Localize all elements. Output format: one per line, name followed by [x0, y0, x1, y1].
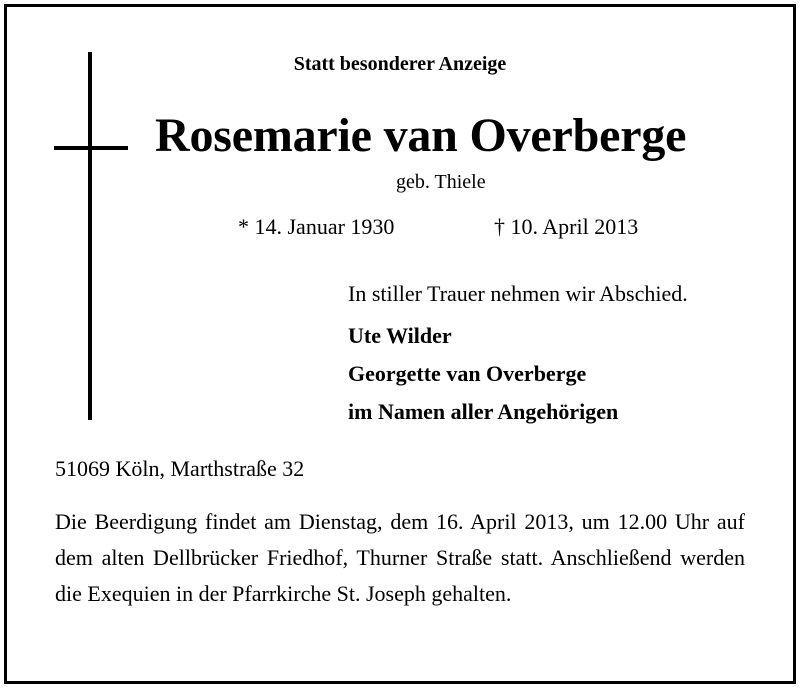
- maiden-name: geb. Thiele: [396, 171, 486, 193]
- birth-date: * 14. Januar 1930: [238, 214, 395, 239]
- mourner-name: Georgette van Overberge: [348, 361, 587, 386]
- mourner-name: im Namen aller Angehörigen: [348, 399, 619, 424]
- funeral-details: Die Beerdigung findet am Dienstag, dem 16. April 2013, um 12.00 Uhr auf dem alten Dellbrücker Friedhof, Thurner Straße statt. Anschließend werden die Exequien in der Pfarrkirche St. Joseph gehalten.: [55, 509, 745, 606]
- mourner-name: Ute Wilder: [348, 323, 452, 348]
- farewell-line: In stiller Trauer nehmen wir Abschied.: [348, 281, 688, 306]
- address: 51069 Köln, Marthstraße 32: [55, 456, 305, 481]
- deceased-name: Rosemarie van Overberge: [155, 109, 687, 162]
- cross-horizontal-bar: [54, 146, 128, 150]
- header-note: Statt besonderer Anzeige: [293, 53, 507, 75]
- cross-vertical-bar: [88, 52, 92, 420]
- death-date: † 10. April 2013: [494, 214, 639, 239]
